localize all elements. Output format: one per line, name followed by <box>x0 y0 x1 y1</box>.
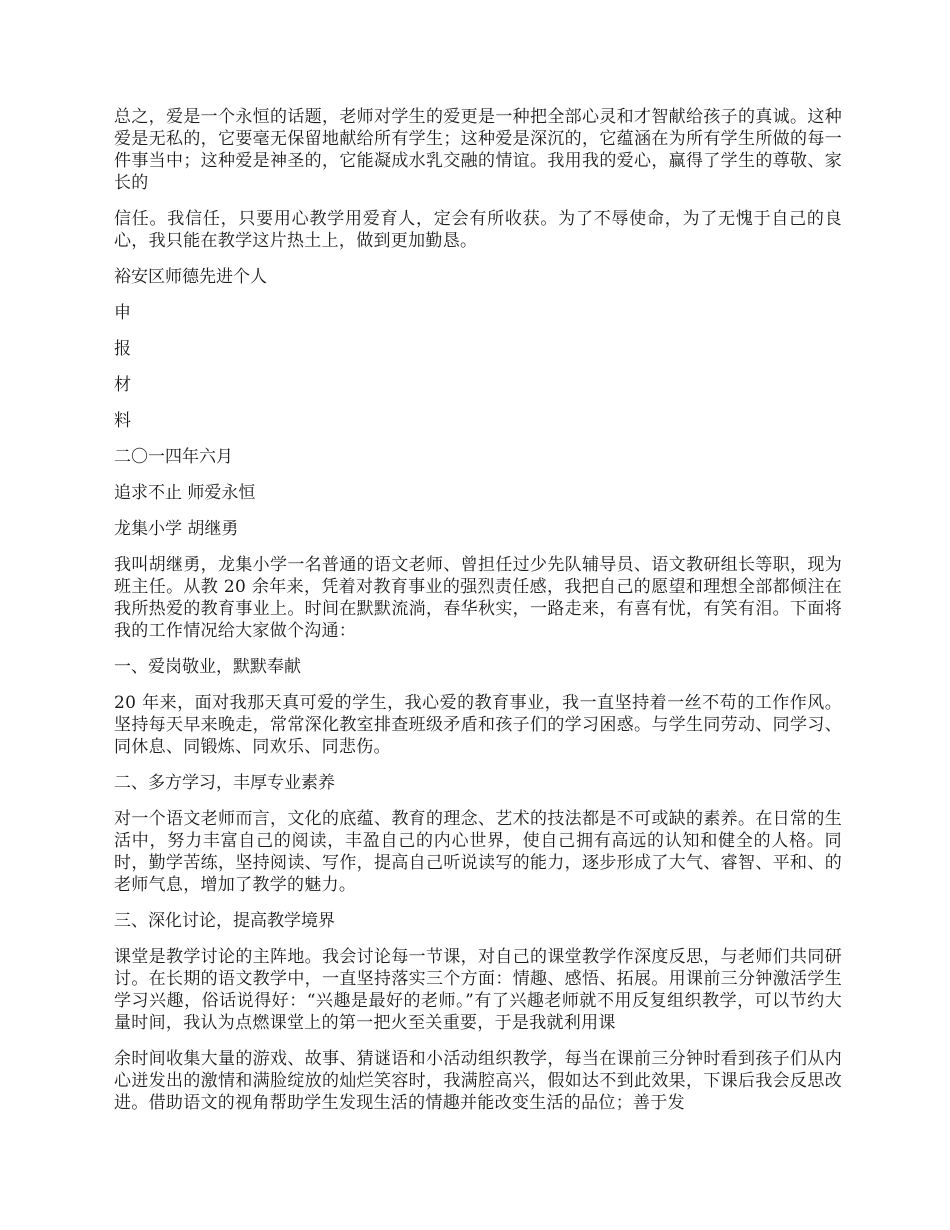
paragraph-section-2: 对一个语文老师而言，文化的底蕴、教育的理念、艺术的技法都是不可或缺的素养。在日常的生活中，努力丰富自己的阅读，丰盈自己的内心世界，使自己拥有高远的认知和健全的人格。同时，勤学苦练，坚持阅读、写作，提高自己听说读写的能力，逐步形成了大气、睿智、平和、的老师气息，增加了教学的魅力。 <box>114 809 842 895</box>
paragraph-section-1: 20 年来，面对我那天真可爱的学生，我心爱的教育事业，我一直坚持着一丝不苟的工作作风。坚持每天早来晚走，常常深化教室排查班级矛盾和孩子们的学习困惑。与学生同劳动、同学习、同休息、同锻炼、同欢乐、同悲伤。 <box>114 693 842 757</box>
paragraph-introduction: 我叫胡继勇，龙集小学一名普通的语文老师、曾担任过少先队辅导员、语文教研组长等职，现为班主任。从教 20 余年来，凭着对教育事业的强烈责任感，我把自己的愿望和理想全部都倾注在我所热爱的教育事业上。时间在默默流淌，春华秋实，一路走来，有喜有忧，有笑有泪。下面将我的工作情况给大家做个沟通： <box>114 555 842 641</box>
author-line: 龙集小学 胡继勇 <box>114 519 239 539</box>
award-title: 裕安区师德先进个人 <box>114 267 267 287</box>
title-char-cai: 材 <box>114 375 131 395</box>
title-char-bao: 报 <box>114 339 131 359</box>
title-char-liao: 料 <box>114 411 131 431</box>
section-heading-2: 二、多方学习，丰厚专业素养 <box>114 773 335 793</box>
paragraph-trust: 信任。我信任，只要用心教学用爱育人，定会有所收获。为了不辱使命，为了无愧于自己的良心，我只能在教学这片热土上，做到更加勤恳。 <box>114 209 842 251</box>
paragraph-section-3b: 余时间收集大量的游戏、故事、猜谜语和小活动组织教学，每当在课前三分钟时看到孩子们从内心迸发出的激情和满脸绽放的灿烂笑容时，我满腔高兴，假如达不到此效果，下课后我会反思改进。借助语文的视角帮助学生发现生活的情趣并能改变生活的品位；善于发 <box>114 1049 842 1113</box>
paragraph-section-3a: 课堂是教学讨论的主阵地。我会讨论每一节课，对自己的课堂教学作深度反思，与老师们共同研讨。在长期的语文教学中，一直坚持落实三个方面：情趣、感悟、拓展。用课前三分钟激活学生学习兴趣，俗话说得好：“兴趣是最好的老师。”有了兴趣老师就不用反复组织教学，可以节约大量时间，我认为点燃课堂上的第一把火至关重要，于是我就利用课 <box>114 947 842 1033</box>
section-heading-1: 一、爱岗敬业，默默奉献 <box>114 657 301 677</box>
document-page <box>114 106 842 1128</box>
essay-title: 追求不止 师爱永恒 <box>114 483 256 503</box>
section-heading-3: 三、深化讨论，提高教学境界 <box>114 911 335 931</box>
title-char-shen: 申 <box>114 303 131 323</box>
paragraph-love-conclusion: 总之，爱是一个永恒的话题，老师对学生的爱更是一种把全部心灵和才智献给孩子的真诚。这种爱是无私的，它要毫无保留地献给所有学生；这种爱是深沉的，它蕴涵在为所有学生所做的每一件事当中；这种爱是神圣的，它能凝成水乳交融的情谊。我用我的爱心，赢得了学生的尊敬、家长的 <box>114 107 842 193</box>
document-date: 二〇一四年六月 <box>114 447 233 467</box>
